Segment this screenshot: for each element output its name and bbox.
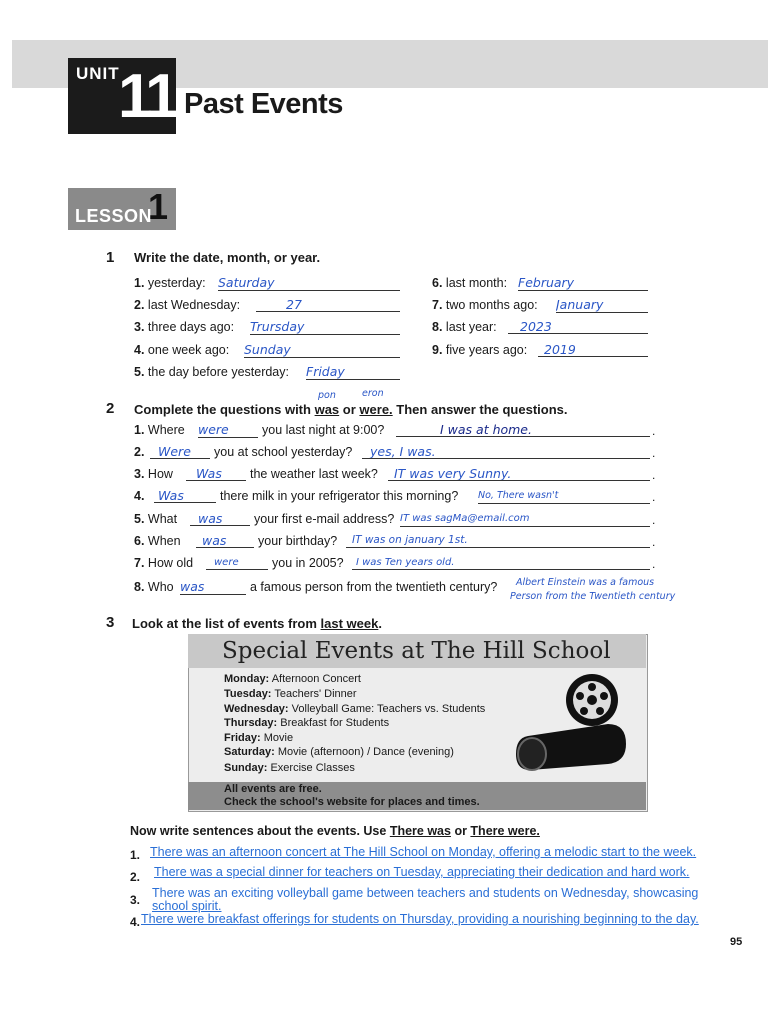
s1-answer-5[interactable]: Friday: [306, 364, 400, 380]
s2-fill-4[interactable]: Was: [154, 488, 216, 503]
events-box-title: Special Events at The Hill School: [222, 638, 611, 664]
s2-q5-rest: your first e-mail address?: [254, 512, 395, 526]
s2-q6-rest: your birthday?: [258, 534, 338, 548]
s2-fill-8[interactable]: was: [180, 579, 246, 595]
s1-answer-4[interactable]: Sunday: [244, 342, 400, 358]
event-item: Sunday: Exercise Classes: [224, 762, 355, 774]
sentence-2[interactable]: There was a special dinner for teachers on Tuesday, appreciating their dedication and hard work.: [154, 865, 690, 879]
s2-q4-rest: there milk in your refrigerator this morning?: [220, 489, 459, 503]
s2-q3-rest: the weather last week?: [250, 467, 378, 481]
s1-item-2: 2. last Wednesday:: [134, 298, 241, 312]
s1-answer-2[interactable]: 27: [256, 297, 400, 312]
s2-q8: 8. Who: [134, 580, 174, 594]
section-2-instruction: Complete the questions with was or were. Then answer the questions.: [134, 402, 568, 417]
sentence-number: 2.: [130, 870, 141, 884]
s1-answer-9[interactable]: 2019: [538, 342, 648, 357]
s1-answer-3[interactable]: Trursday: [250, 319, 400, 335]
period: .: [652, 535, 656, 549]
period: .: [652, 557, 656, 571]
s1-item-5: 5. the day before yesterday:: [134, 365, 289, 379]
section-3-instruction: Look at the list of events from last week.: [132, 616, 382, 631]
lesson-label: LESSON: [75, 206, 153, 226]
unit-badge: [68, 58, 176, 134]
section-2-number: 2: [106, 400, 115, 417]
s2-answer-7[interactable]: I was Ten years old.: [352, 555, 650, 570]
s2-fill-1[interactable]: were: [198, 422, 258, 438]
event-item: Wednesday: Volleyball Game: Teachers vs. Students: [224, 703, 486, 715]
s1-answer-6[interactable]: February: [518, 275, 648, 291]
s1-item-9: 9. five years ago:: [432, 343, 528, 357]
event-item: Saturday: Movie (afternoon) / Dance (evening): [224, 746, 454, 758]
s2-fill-5[interactable]: was: [190, 511, 250, 526]
lesson-number: 1: [148, 186, 169, 227]
event-item: Thursday: Breakfast for Students: [224, 717, 390, 729]
s1-item-6: 6. last month:: [432, 276, 508, 290]
s2-answer-3[interactable]: IT was very Sunny.: [388, 466, 650, 481]
page-title: Past Events: [184, 88, 343, 120]
s1-item-1: 1. yesterday:: [134, 276, 206, 290]
event-item: Monday: Afternoon Concert: [224, 673, 361, 685]
s2-q2-rest: you at school yesterday?: [214, 445, 353, 459]
s1-item-3: 3. three days ago:: [134, 320, 235, 334]
s2-answer-8-line2: Person from the Twentieth century: [510, 591, 676, 602]
unit-label: UNIT: [76, 64, 120, 83]
period: .: [652, 468, 656, 482]
s2-fill-6[interactable]: was: [196, 533, 254, 548]
s1-answer-7[interactable]: January: [556, 297, 648, 313]
period: .: [652, 513, 656, 527]
period: .: [652, 446, 656, 460]
unit-number: 11: [118, 62, 176, 131]
s2-q1-rest: you last night at 9:00?: [262, 423, 385, 437]
s2-answer-6[interactable]: IT was on january 1st.: [346, 533, 650, 548]
sentence-1[interactable]: There was an afternoon concert at The Hill School on Monday, offering a melodic start to the week.: [150, 845, 697, 859]
sentence-number: 1.: [130, 848, 141, 862]
footer-line-1: All events are free.: [224, 783, 322, 795]
period: .: [652, 490, 656, 504]
s2-q2: 2.: [134, 445, 145, 459]
sentence-number: 3.: [130, 893, 141, 907]
s1-item-7: 7. two months ago:: [432, 298, 538, 312]
section-1-number: 1: [106, 249, 115, 266]
sentence-3-cont[interactable]: school spirit.: [152, 899, 222, 913]
s2-answer-5[interactable]: IT was sagMa@email.com: [400, 511, 650, 527]
s2-q5: 5. What: [134, 512, 178, 526]
s2-answer-8-line1: Albert Einstein was a famous: [516, 577, 655, 588]
s2-fill-2[interactable]: Were: [150, 444, 210, 459]
section-1-instruction: Write the date, month, or year.: [134, 250, 321, 265]
s1-answer-8[interactable]: 2023: [508, 319, 648, 334]
s2-fill-7[interactable]: were: [206, 555, 268, 570]
s2-answer-4[interactable]: No, There wasn't: [478, 488, 650, 504]
s2-q3: 3. How: [134, 467, 173, 481]
event-item: Tuesday: Teachers' Dinner: [224, 688, 357, 700]
page-number: 95: [730, 936, 743, 948]
s1-answer-1[interactable]: Saturday: [218, 275, 400, 291]
period: .: [652, 424, 656, 438]
s2-q4: 4.: [134, 489, 145, 503]
sentence-4[interactable]: There were breakfast offerings for students on Thursday, providing a nourishing beginning to the day.: [141, 912, 699, 926]
sentence-number: 4.: [130, 915, 141, 929]
s2-answer-2[interactable]: yes, I was.: [362, 444, 650, 459]
s2-fill-3[interactable]: Was: [186, 466, 246, 481]
s2-answer-1[interactable]: I was at home.: [396, 422, 650, 437]
write-instruction: Now write sentences about the events. Use There was or There were.: [130, 824, 540, 838]
s2-q7: 7. How old: [134, 556, 194, 570]
s2-q6: 6. When: [134, 534, 181, 548]
s2-q7-rest: you in 2005?: [272, 556, 344, 570]
s1-item-8: 8. last year:: [432, 320, 497, 334]
s1-item-4: 4. one week ago:: [134, 343, 230, 357]
note-were: eron: [362, 388, 384, 399]
event-item: Friday: Movie: [224, 732, 294, 744]
note-was: pon: [318, 390, 336, 401]
sentence-3[interactable]: There was an exciting volleyball game between teachers and students on Wednesday, showcasing: [152, 886, 699, 900]
s2-q8-rest: a famous person from the twentieth century?: [250, 580, 498, 594]
section-3-number: 3: [106, 614, 115, 631]
film-reel-icon: [510, 666, 632, 776]
footer-line-2: Check the school's website for places and times.: [224, 796, 480, 808]
s2-q1: 1. Where: [134, 423, 185, 437]
